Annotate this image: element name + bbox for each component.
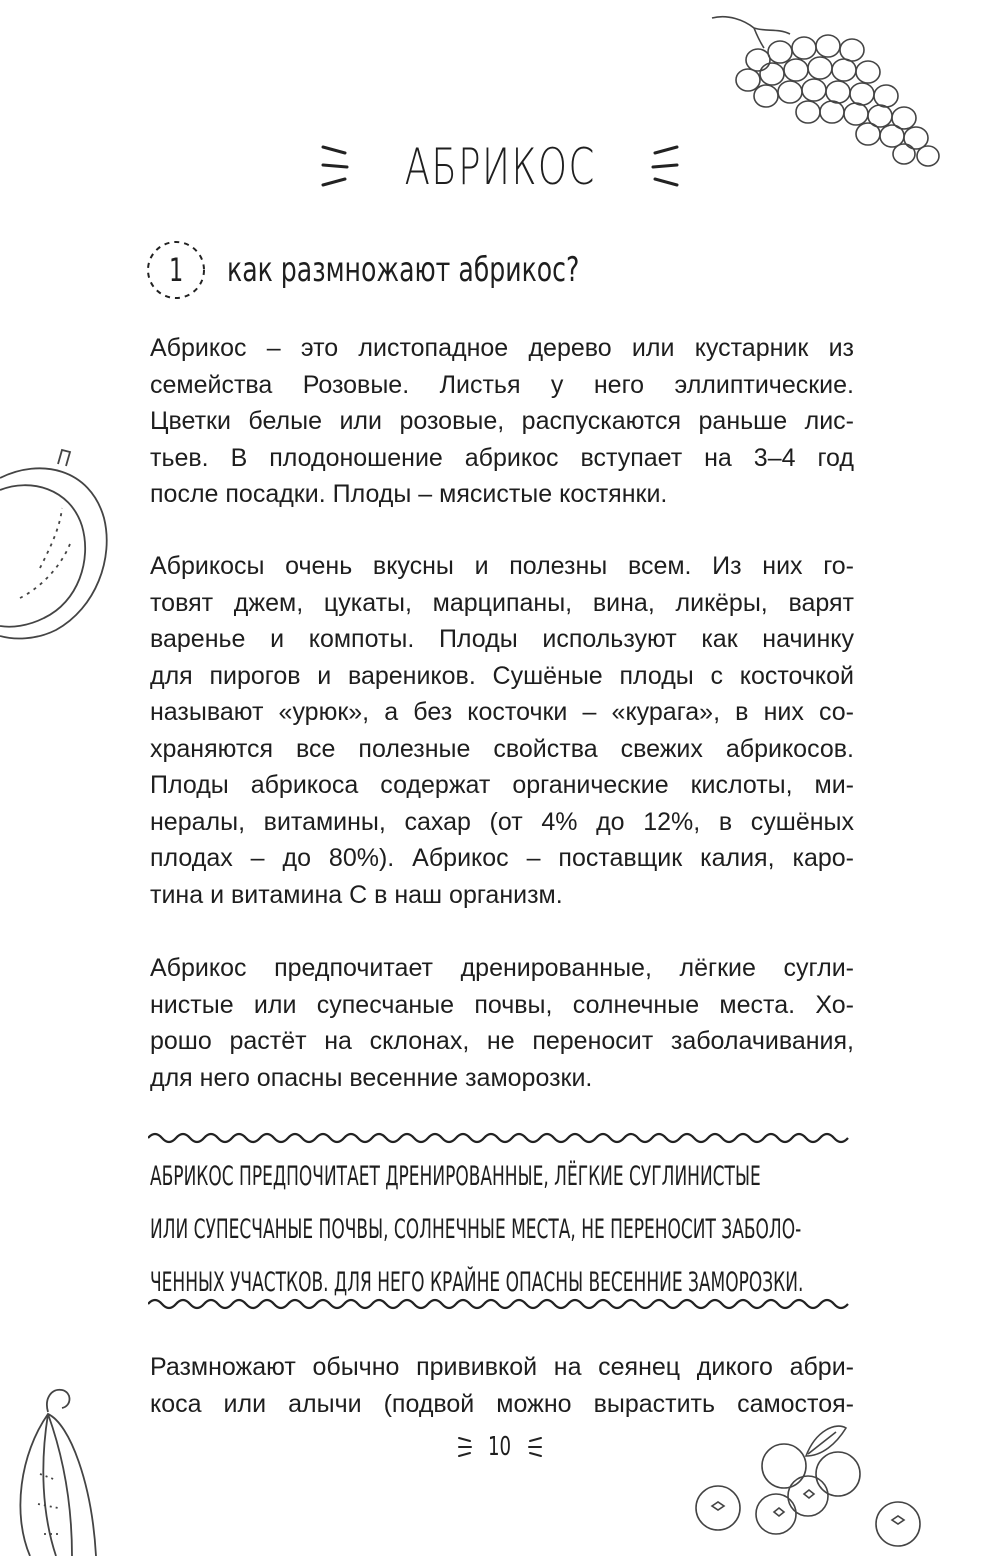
- page-title-row: [0, 132, 1000, 202]
- paragraph-line: называют «урюк», а без косточки – «курага», в них со-: [150, 698, 854, 726]
- paragraph-line: для пирогов и вареников. Сушёные плоды с косточкой: [150, 661, 854, 690]
- paragraph-4: [150, 1349, 854, 1422]
- paragraph-line: плодах – до 80%). Абрикос – поставщик калия, каро-: [150, 844, 854, 872]
- paragraph-line: коса или алычи (подвой можно вырастить самостоя-: [150, 1389, 854, 1418]
- paragraph-line: рошо растёт на склонах, не переносит заболачивания,: [150, 1027, 854, 1055]
- highlight-line: ИЛИ СУПЕСЧАНЫЕ ПОЧВЫ, СОЛНЕЧНЫЕ МЕСТА, НЕ ПЕРЕНОСИТ ЗАБОЛО-: [150, 1214, 802, 1245]
- question-number: 1: [168, 251, 184, 289]
- question-number-badge: [145, 239, 207, 301]
- paragraph-line: храняются все полезные свойства свежих абрикосов.: [150, 734, 854, 763]
- highlight-line: АБРИКОС ПРЕДПОЧИТАЕТ ДРЕНИРОВАННЫЕ, ЛЁГКИЕ СУГЛИНИСТЫЕ: [150, 1161, 761, 1192]
- paragraph-line: семейства Розовые. Листья у него эллиптические.: [150, 370, 854, 399]
- page-number-left-flourish-icon: [457, 1432, 473, 1462]
- paragraph-line: Абрикос – это листопадное дерево или кустарник из: [150, 334, 854, 362]
- highlight-note: [150, 1150, 854, 1309]
- page-number-row: [0, 1430, 1000, 1464]
- paragraph-line: Размножают обычно прививкой на сеянец дикого абри-: [150, 1353, 854, 1381]
- paragraph-line: для него опасны весенние заморозки.: [150, 1063, 593, 1092]
- page-title: АБРИКОС: [404, 138, 596, 196]
- paragraph-line: варенье и компоты. Плоды используют как начинку: [150, 625, 854, 653]
- page-number: 10: [488, 1432, 512, 1462]
- paragraph-line: тьев. В плодоношение абрикос вступает на 3–4 год: [150, 443, 854, 472]
- paragraph-line: товят джем, цукаты, марципаны, вина, ликёры, варят: [150, 588, 854, 617]
- paragraph-line: тина и витамина С в наш организм.: [150, 880, 563, 909]
- highlight-line: ЧЕННЫХ УЧАСТКОВ. ДЛЯ НЕГО КРАЙНЕ ОПАСНЫ ВЕСЕННИЕ ЗАМОРОЗКИ.: [150, 1267, 804, 1298]
- pear-illustration: [0, 1384, 120, 1556]
- title-left-flourish-icon: [319, 137, 353, 197]
- paragraph-line: нералы, витамины, сахар (от 4% до 12%, в сушёных: [150, 807, 854, 836]
- paragraph-line: Цветки белые или розовые, распускаются раньше лис-: [150, 407, 854, 435]
- paragraph-2: [150, 548, 854, 913]
- question-text: как размножают абрикос?: [227, 250, 580, 290]
- paragraph-line: Абрикосы очень вкусны и полезны всем. Из них го-: [150, 552, 854, 580]
- paragraph-line: Плоды абрикоса содержат органические кислоты, ми-: [150, 771, 854, 799]
- question-heading: [145, 238, 703, 302]
- paragraph-3: [150, 950, 854, 1096]
- paragraph-line: нистые или супесчаные почвы, солнечные места. Хо-: [150, 990, 854, 1019]
- title-right-flourish-icon: [647, 137, 681, 197]
- paragraph-1: [150, 330, 854, 513]
- page-number-right-flourish-icon: [527, 1432, 543, 1462]
- apricot-illustration: [0, 448, 115, 643]
- paragraph-line: после посадки. Плоды – мясистые костянки.: [150, 480, 668, 508]
- wave-divider-bottom: [148, 1294, 854, 1319]
- paragraph-line: Абрикос предпочитает дренированные, лёгкие сугли-: [150, 954, 854, 982]
